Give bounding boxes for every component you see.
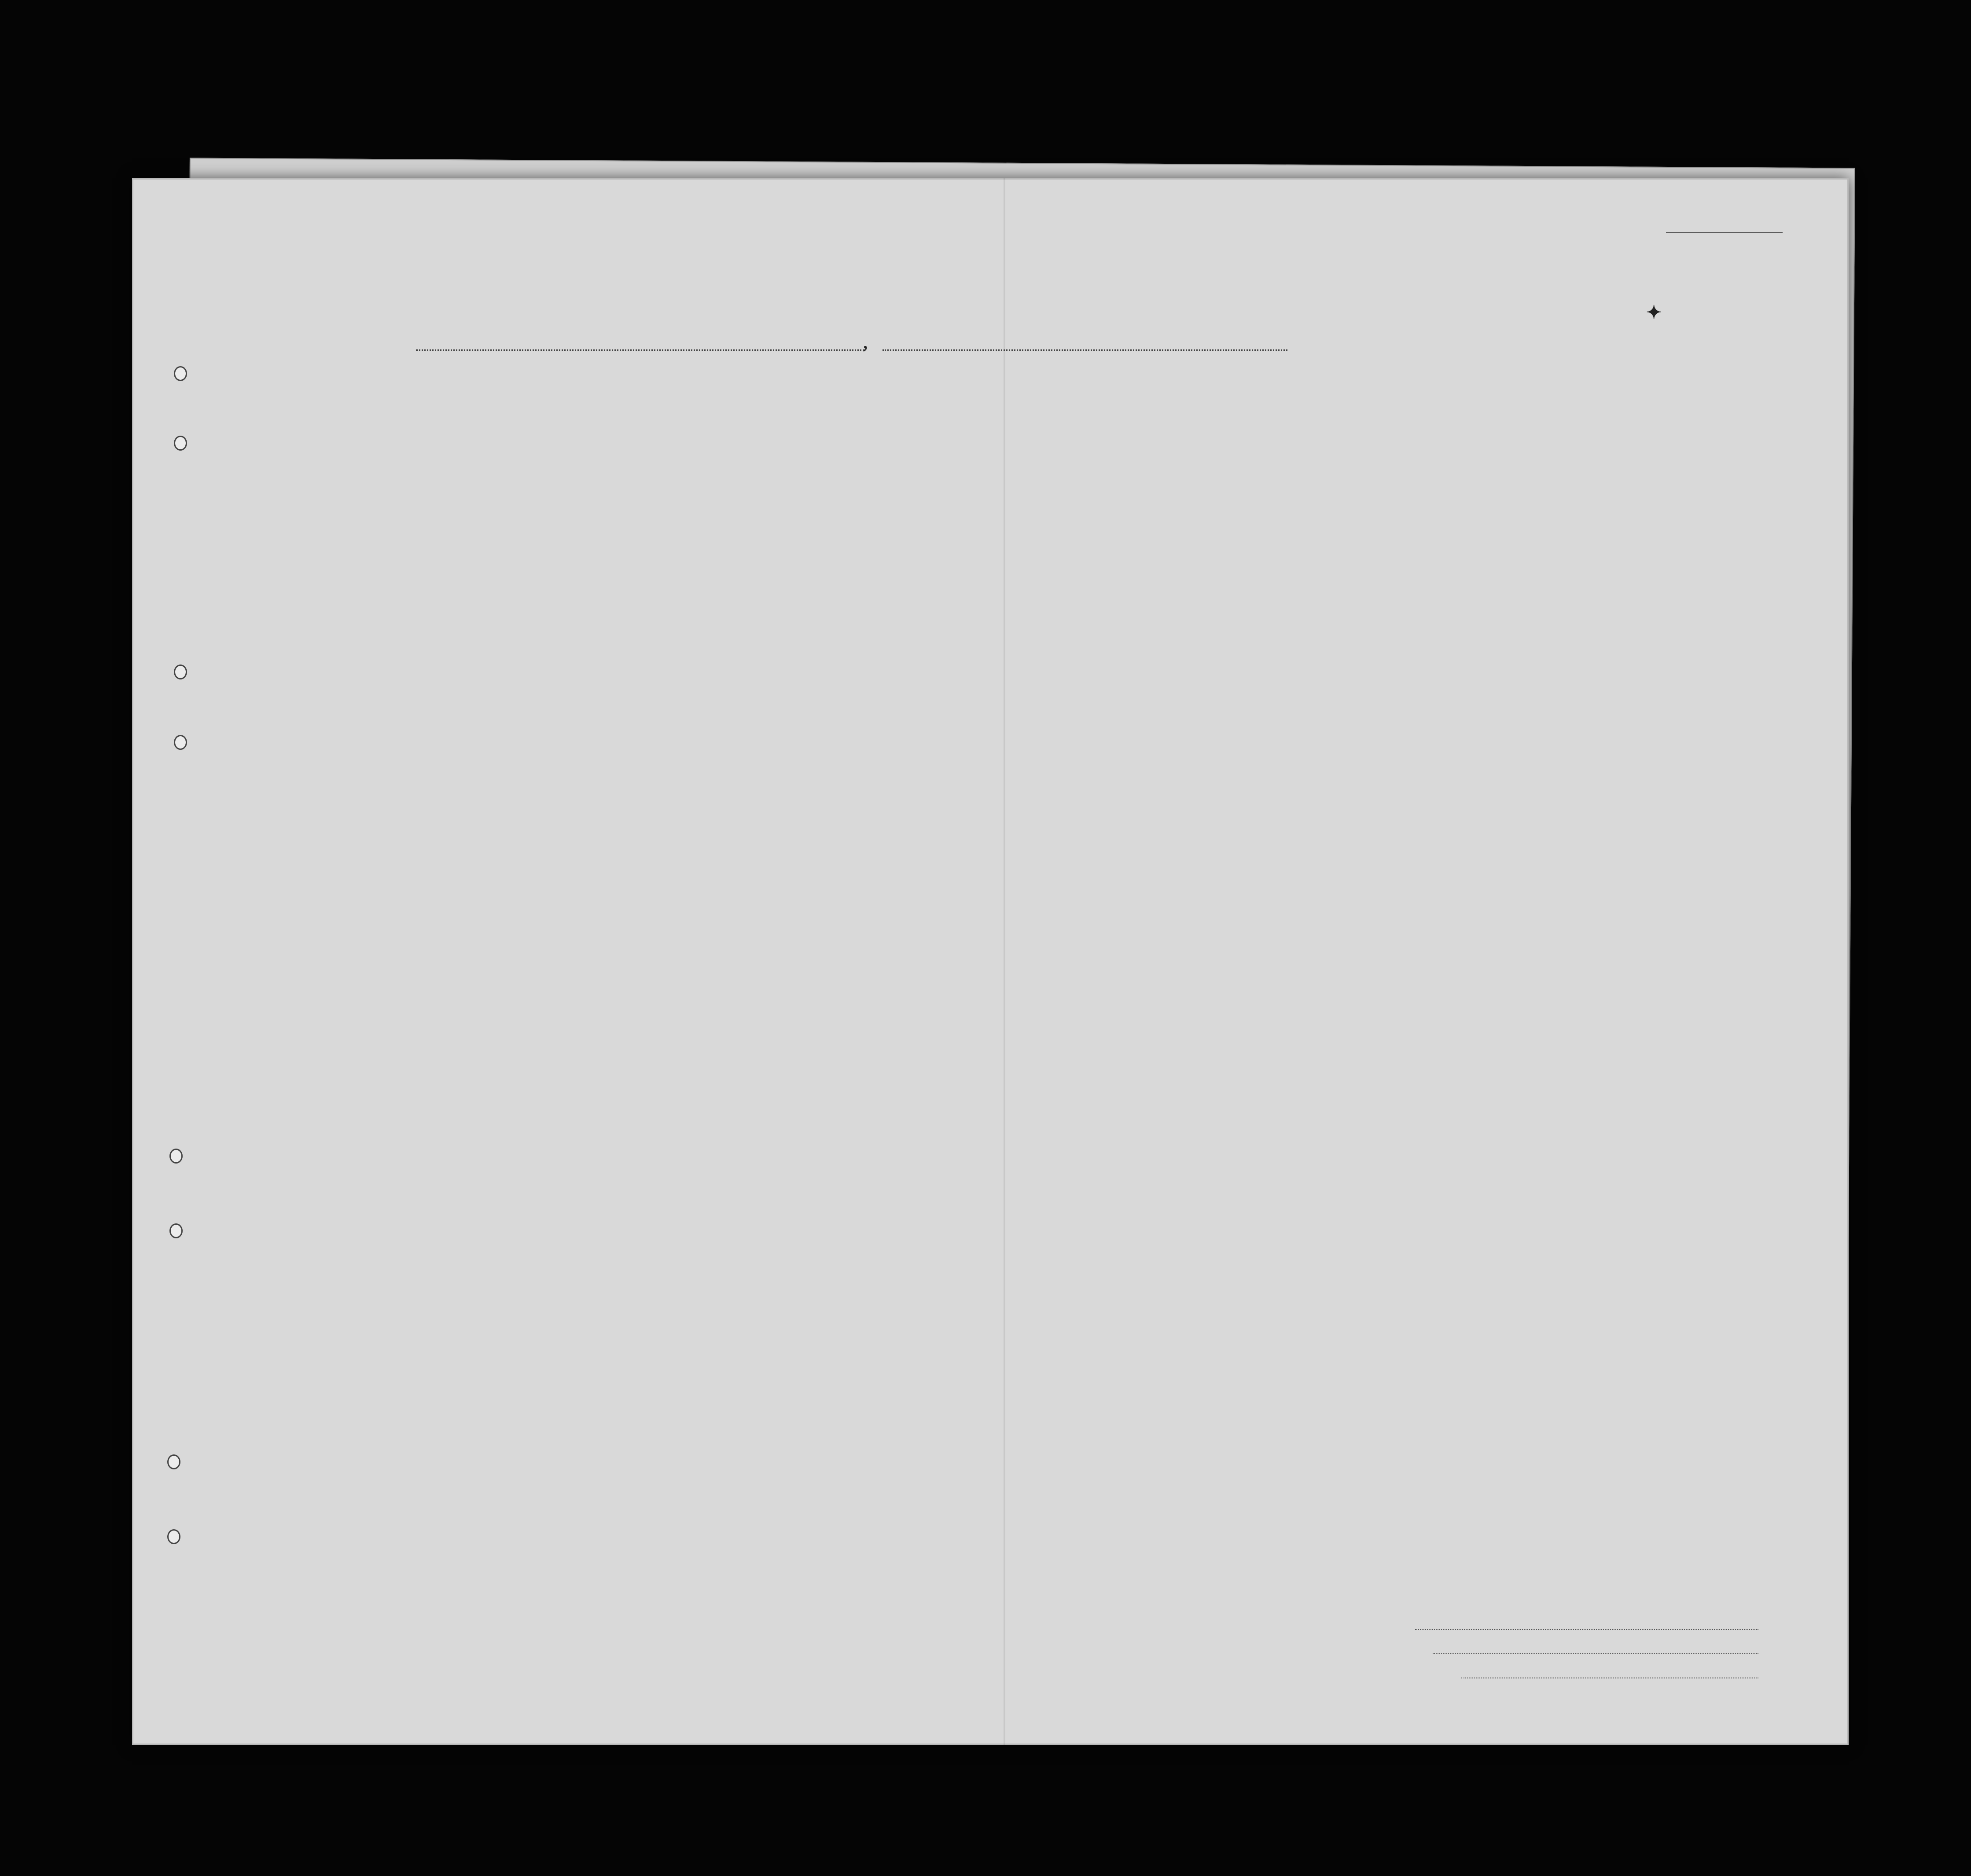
header-c28 bbox=[1318, 409, 1360, 510]
header-c24-b bbox=[1177, 436, 1202, 537]
header-c19 bbox=[627, 411, 649, 513]
header-c24-c bbox=[1204, 436, 1228, 537]
header-c21 bbox=[731, 407, 753, 508]
header-c31 bbox=[1423, 409, 1442, 510]
stamp-number: ✦ bbox=[1646, 302, 1662, 323]
comma: , bbox=[863, 328, 868, 353]
header-c34-feet bbox=[1547, 460, 1560, 521]
line-underline bbox=[1415, 1628, 1758, 1630]
header-c30 bbox=[1401, 409, 1421, 510]
header-c25 bbox=[1237, 409, 1270, 510]
header-c29 bbox=[1364, 409, 1397, 510]
header-c24-a bbox=[1136, 436, 1162, 537]
header-c26 bbox=[1274, 409, 1292, 510]
header-c27 bbox=[1298, 409, 1315, 510]
owners-underline bbox=[1433, 1652, 1758, 1654]
agents-underline bbox=[1461, 1677, 1758, 1678]
header-c34-inches bbox=[1567, 460, 1580, 521]
